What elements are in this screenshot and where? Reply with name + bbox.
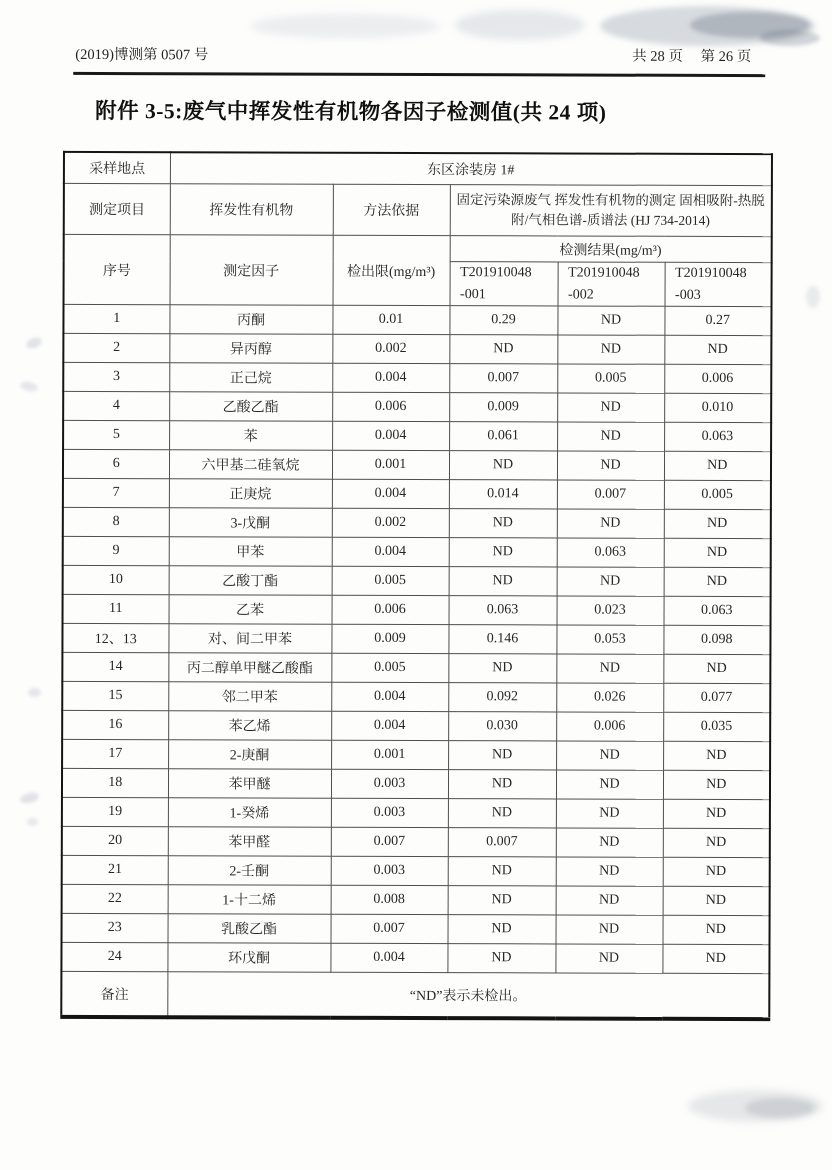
page-current: 第 26 页 xyxy=(700,48,752,66)
serial-cell: 7 xyxy=(63,479,169,508)
serial-cell: 1 xyxy=(63,305,169,334)
result-cell-003: ND xyxy=(662,945,769,974)
table-row xyxy=(63,537,771,568)
result-cell-003: 0.077 xyxy=(663,684,770,713)
limit-cell: 0.008 xyxy=(331,886,448,915)
sampling-location-label: 采样地点 xyxy=(64,152,170,184)
result-cell-001: ND xyxy=(447,944,555,973)
result-cell-001: ND xyxy=(448,799,556,828)
limit-cell: 0.002 xyxy=(332,509,449,538)
factor-cell: 乙酸丁酯 xyxy=(169,566,332,596)
factor-cell: 1-十二烯 xyxy=(168,885,331,915)
note-label: 备注 xyxy=(61,972,167,1018)
factor-cell: 乳酸乙酯 xyxy=(168,914,331,944)
limit-cell: 0.006 xyxy=(332,393,449,422)
limit-cell: 0.003 xyxy=(331,857,448,886)
limit-cell: 0.006 xyxy=(332,596,449,625)
table-row xyxy=(63,363,771,394)
result-cell-001: ND xyxy=(449,509,557,538)
limit-cell: 0.005 xyxy=(332,567,449,596)
table-row xyxy=(63,392,771,423)
limit-cell: 0.004 xyxy=(330,944,447,973)
result-cell-002: ND xyxy=(557,335,664,364)
limit-cell: 0.002 xyxy=(332,335,449,364)
factor-cell: 正庚烷 xyxy=(169,479,332,509)
result-cell-003: 0.098 xyxy=(663,626,770,655)
serial-cell: 3 xyxy=(63,363,169,392)
result-cell-001: ND xyxy=(449,567,557,596)
result-cell-001: 0.030 xyxy=(448,712,556,741)
table-row xyxy=(63,421,771,452)
sampling-location-value: 东区涂装房 1# xyxy=(170,152,772,185)
result-cell-003: 0.035 xyxy=(663,713,770,742)
serial-cell: 8 xyxy=(63,508,169,537)
sample-id-003: T201910048 -003 xyxy=(665,262,772,307)
result-cell-001: 0.009 xyxy=(449,393,557,422)
table-row xyxy=(62,624,770,655)
result-cell-003: ND xyxy=(663,829,770,858)
result-cell-003: ND xyxy=(664,539,771,568)
result-cell-003: ND xyxy=(663,800,770,829)
sampling-location-row xyxy=(64,152,772,186)
limit-cell: 0.004 xyxy=(331,712,448,741)
serial-cell: 14 xyxy=(62,653,168,682)
result-cell-002: ND xyxy=(557,393,664,422)
result-cell-003: 0.006 xyxy=(664,365,771,394)
result-cell-002: 0.026 xyxy=(556,683,663,712)
limit-cell: 0.004 xyxy=(332,538,449,567)
result-cell-002: ND xyxy=(557,422,664,451)
limit-cell: 0.001 xyxy=(331,741,448,770)
result-cell-002: ND xyxy=(557,306,664,335)
result-cell-003: ND xyxy=(663,887,770,916)
serial-cell: 15 xyxy=(62,682,168,711)
table-row xyxy=(62,914,770,945)
table-row xyxy=(63,508,771,539)
table-row xyxy=(63,305,771,336)
results-group-header-row xyxy=(64,234,772,262)
result-cell-002: 0.023 xyxy=(557,596,664,625)
result-cell-002: ND xyxy=(556,828,663,857)
serial-cell: 21 xyxy=(62,856,168,885)
page-title: 附件 3-5:废气中挥发性有机物各因子检测值(共 24 项) xyxy=(95,98,607,125)
serial-cell: 19 xyxy=(62,798,168,827)
factor-cell: 对、间二甲苯 xyxy=(168,624,331,654)
table-row xyxy=(62,798,770,829)
result-cell-002: ND xyxy=(556,741,663,770)
table-row xyxy=(63,566,771,597)
test-item-label: 测定项目 xyxy=(64,183,170,234)
result-cell-001: 0.063 xyxy=(449,596,557,625)
serial-cell: 2 xyxy=(63,334,169,363)
result-cell-003: 0.063 xyxy=(664,423,771,452)
factor-cell: 2-庚酮 xyxy=(168,740,331,770)
sample-id-002: T201910048 -002 xyxy=(558,262,665,307)
result-cell-003: ND xyxy=(663,858,770,887)
result-cell-003: ND xyxy=(664,336,771,365)
factor-cell: 六甲基二硅氧烷 xyxy=(169,450,332,480)
voc-results-table xyxy=(60,151,773,1022)
result-cell-003: ND xyxy=(663,771,770,800)
serial-cell: 23 xyxy=(62,914,168,943)
test-item-value: 挥发性有机物 xyxy=(170,184,333,236)
serial-cell: 20 xyxy=(62,827,168,856)
limit-cell: 0.001 xyxy=(332,451,449,480)
pages-total: 共 28 页 xyxy=(632,48,683,65)
result-cell-002: ND xyxy=(557,509,664,538)
result-cell-001: ND xyxy=(449,451,557,480)
serial-cell: 17 xyxy=(62,740,168,769)
result-cell-001: ND xyxy=(448,741,556,770)
result-cell-002: ND xyxy=(557,567,664,596)
result-cell-003: 0.063 xyxy=(664,597,771,626)
limit-cell: 0.005 xyxy=(331,654,448,683)
result-cell-003: 0.27 xyxy=(664,307,771,336)
method-label: 方法依据 xyxy=(333,184,450,235)
serial-cell: 6 xyxy=(63,450,169,479)
table-row xyxy=(62,856,770,887)
factor-cell: 乙酸乙酯 xyxy=(169,392,332,422)
factor-cell: 苯甲醛 xyxy=(168,827,331,857)
factor-cell: 丙酮 xyxy=(169,305,332,335)
result-cell-003: ND xyxy=(664,510,771,539)
results-group-header: 检测结果(mg/m³) xyxy=(450,236,772,263)
limit-cell: 0.004 xyxy=(332,480,449,509)
serial-cell: 22 xyxy=(62,885,168,914)
result-cell-001: ND xyxy=(448,886,556,915)
result-cell-003: ND xyxy=(663,655,770,684)
serial-cell: 16 xyxy=(62,711,168,740)
page-indicator xyxy=(618,45,751,66)
result-cell-001: ND xyxy=(448,857,556,886)
method-value: 固定污染源废气 挥发性有机物的测定 固相吸附-热脱附/气相色谱-质谱法 (HJ 734-2014) xyxy=(450,185,772,237)
table-row xyxy=(62,885,770,916)
factor-cell: 1-癸烯 xyxy=(168,798,331,828)
result-cell-002: ND xyxy=(555,944,662,973)
table-row xyxy=(63,334,771,365)
result-cell-001: ND xyxy=(448,654,556,683)
table-row xyxy=(61,943,769,974)
factor-cell: 苯甲醚 xyxy=(168,769,331,799)
result-cell-001: 0.146 xyxy=(448,625,556,654)
limit-header: 检出限(mg/m³) xyxy=(333,235,450,306)
factor-cell: 苯 xyxy=(169,421,332,451)
table-row xyxy=(62,653,770,684)
result-cell-001: 0.007 xyxy=(448,828,556,857)
result-cell-002: ND xyxy=(557,451,664,480)
document-number: (2019)博测第 0507 号 xyxy=(75,46,209,64)
limit-cell: 0.004 xyxy=(332,422,449,451)
factor-cell: 异丙醇 xyxy=(169,334,332,364)
limit-cell: 0.003 xyxy=(331,799,448,828)
serial-cell: 18 xyxy=(62,769,168,798)
result-cell-001: 0.014 xyxy=(449,480,557,509)
result-cell-001: 0.061 xyxy=(449,422,557,451)
result-cell-003: ND xyxy=(664,568,771,597)
factor-cell: 苯乙烯 xyxy=(168,711,331,741)
serial-cell: 24 xyxy=(61,943,167,972)
factor-cell: 丙二醇单甲醚乙酸酯 xyxy=(168,653,331,683)
result-cell-002: 0.007 xyxy=(557,480,664,509)
limit-cell: 0.007 xyxy=(331,915,448,944)
serial-cell: 9 xyxy=(63,537,169,566)
note-value: “ND”表示未检出。 xyxy=(167,972,769,1019)
result-cell-001: ND xyxy=(449,538,557,567)
factor-cell: 乙苯 xyxy=(169,595,332,625)
result-cell-001: 0.29 xyxy=(449,306,557,335)
serial-cell: 11 xyxy=(63,595,169,624)
result-cell-002: 0.006 xyxy=(556,712,663,741)
limit-cell: 0.009 xyxy=(331,625,448,654)
factor-cell: 邻二甲苯 xyxy=(168,682,331,712)
result-cell-002: 0.005 xyxy=(557,364,664,393)
result-cell-003: ND xyxy=(664,452,771,481)
limit-cell: 0.004 xyxy=(331,683,448,712)
sample-id-001: T201910048 -001 xyxy=(450,262,558,307)
serial-cell: 12、13 xyxy=(62,624,168,653)
limit-cell: 0.004 xyxy=(332,364,449,393)
result-cell-002: 0.053 xyxy=(556,625,663,654)
result-cell-002: ND xyxy=(556,857,663,886)
result-cell-003: ND xyxy=(663,742,770,771)
limit-cell: 0.003 xyxy=(331,770,448,799)
table-row xyxy=(63,479,771,510)
header-divider xyxy=(73,72,765,77)
table-row xyxy=(62,682,770,713)
limit-cell: 0.007 xyxy=(331,828,448,857)
result-cell-003: 0.010 xyxy=(664,394,771,423)
result-cell-002: ND xyxy=(556,799,663,828)
factor-cell: 3-戊酮 xyxy=(169,508,332,538)
factor-cell: 2-壬酮 xyxy=(168,856,331,886)
limit-cell: 0.01 xyxy=(332,306,449,335)
document-header xyxy=(75,43,751,66)
result-cell-003: 0.005 xyxy=(664,481,771,510)
factor-cell: 正己烷 xyxy=(169,363,332,393)
result-cell-001: 0.007 xyxy=(449,364,557,393)
result-cell-001: 0.092 xyxy=(448,683,556,712)
factor-header: 测定因子 xyxy=(170,235,333,306)
factor-cell: 甲苯 xyxy=(169,537,332,567)
table-row xyxy=(62,769,770,800)
table-row xyxy=(62,740,770,771)
test-item-row xyxy=(64,183,772,236)
result-cell-003: ND xyxy=(663,916,770,945)
serial-cell: 10 xyxy=(63,566,169,595)
data-rows xyxy=(61,305,771,974)
table-row xyxy=(63,450,771,481)
result-cell-002: 0.063 xyxy=(557,538,664,567)
results-table-wrapper xyxy=(60,151,773,1022)
result-cell-001: ND xyxy=(448,915,556,944)
factor-cell: 环戊酮 xyxy=(167,943,330,973)
serial-cell: 5 xyxy=(63,421,169,450)
result-cell-002: ND xyxy=(556,770,663,799)
result-cell-002: ND xyxy=(556,886,663,915)
serial-cell: 4 xyxy=(63,392,169,421)
result-cell-001: ND xyxy=(449,335,557,364)
table-row xyxy=(62,827,770,858)
result-cell-002: ND xyxy=(556,654,663,683)
serial-header: 序号 xyxy=(64,234,170,305)
result-cell-001: ND xyxy=(448,770,556,799)
table-row xyxy=(62,711,770,742)
table-row xyxy=(63,595,771,626)
result-cell-002: ND xyxy=(556,915,663,944)
note-row xyxy=(61,972,769,1020)
